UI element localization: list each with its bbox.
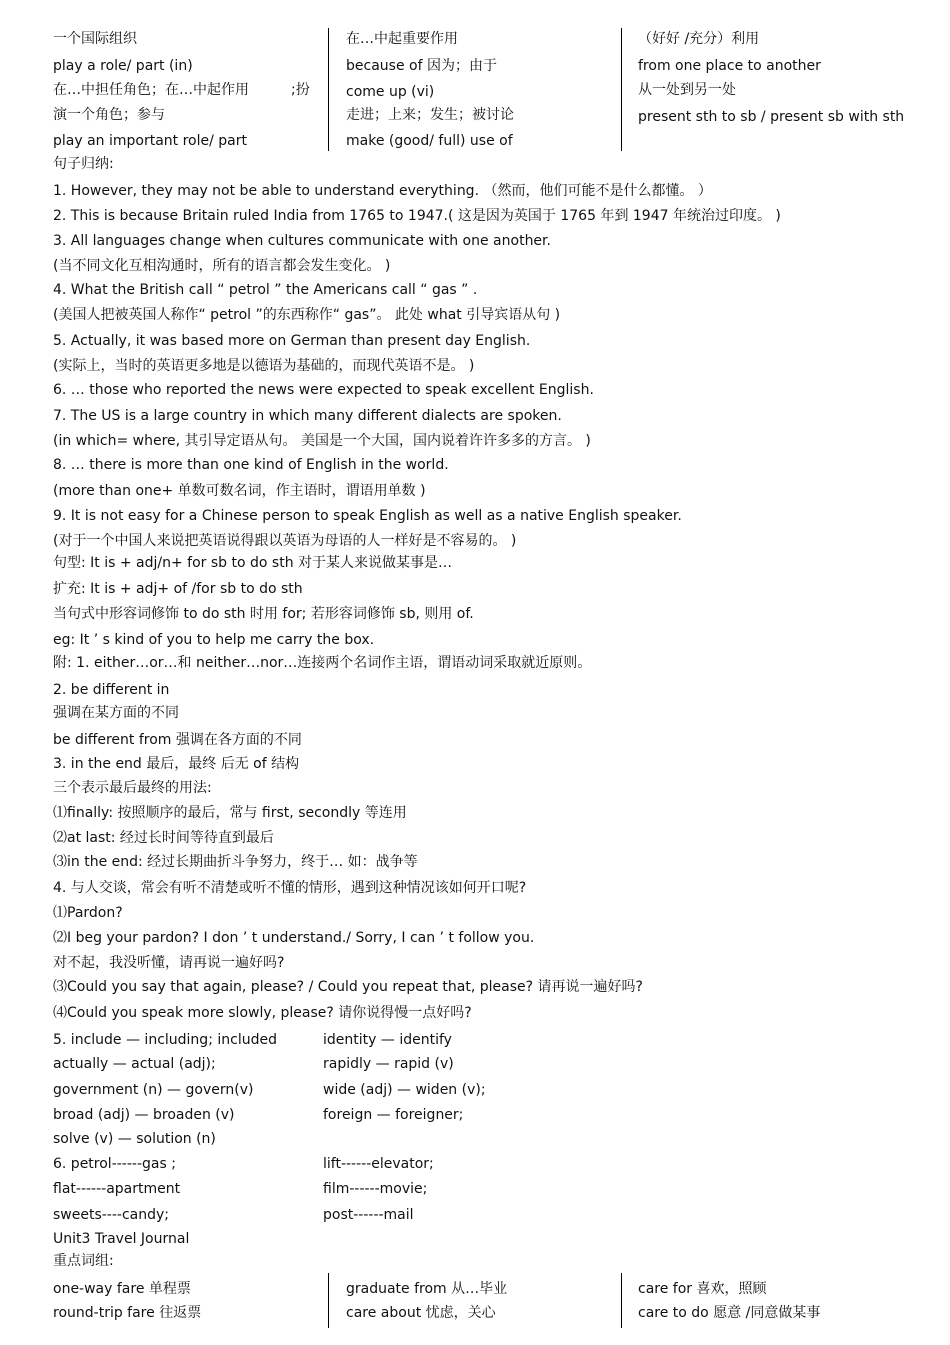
word-pair: film------movie; <box>323 1181 428 1197</box>
section-heading: 重点词组: <box>53 1253 114 1269</box>
word-pair: rapidly — rapid (v) <box>323 1056 454 1072</box>
table-cell: because of 因为；由于 <box>346 58 497 74</box>
text-line: 2. This is because Britain ruled India from 1765 to 1947.( 这是因为英国于 1765 年到 1947 年统治过印度。 ) <box>53 208 781 224</box>
text-line: ⑶Could you say that again, please? / Could you repeat that, please? 请再说一遍好吗? <box>53 979 643 995</box>
text-line: 三个表示最后最终的用法: <box>53 780 212 796</box>
table-cell: play an important role/ part <box>53 133 248 149</box>
text-line: ⑴Pardon? <box>53 905 123 921</box>
text-line: 5. Actually, it was based more on German than present day English. <box>53 333 531 349</box>
text-line: 2. be different in <box>53 682 170 698</box>
text-line: be different from 强调在各方面的不同 <box>53 732 302 748</box>
text-line: 附: 1. either…or…和 neither…nor…连接两个名词作主语，谓语动词采取就近原则。 <box>53 655 592 671</box>
text-line: (美国人把被英国人称作“ petrol ”的东西称作“ gas”。 此处 what 引导宾语从句 ) <box>53 307 561 323</box>
text-line: 6. … those who reported the news were expected to speak excellent English. <box>53 382 594 398</box>
table-divider <box>621 1273 622 1328</box>
word-pair: wide (adj) — widen (v); <box>323 1082 486 1098</box>
table-cell: （好好 /充分）利用 <box>638 31 760 47</box>
word-pair: identity — identify <box>323 1032 452 1048</box>
word-pair: foreign — foreigner; <box>323 1107 464 1123</box>
word-pair: government (n) — govern(v) <box>53 1082 254 1098</box>
table-cell: present sth to sb / present sb with sth <box>638 109 905 125</box>
text-line: (当不同文化互相沟通时，所有的语言都会发生变化。 ) <box>53 258 391 274</box>
text-line: 4. What the British call “ petrol ” the Americans call “ gas ” . <box>53 282 478 298</box>
table-cell: come up (vi) <box>346 84 435 100</box>
text-line: ⑵at last: 经过长时间等待直到最后 <box>53 830 274 846</box>
text-line: (对于一个中国人来说把英语说得跟以英语为母语的人一样好是不容易的。 ) <box>53 533 517 549</box>
word-pair: 6. petrol------gas ; <box>53 1156 176 1172</box>
text-line: (more than one+ 单数可数名词，作主语时，谓语用单数 ) <box>53 483 426 499</box>
table-divider <box>621 28 622 151</box>
text-line: 对不起，我没听懂，请再说一遍好吗? <box>53 955 285 971</box>
table-divider <box>328 1273 329 1328</box>
unit-title: Unit3 Travel Journal <box>53 1231 190 1247</box>
text-line: 8. … there is more than one kind of English in the world. <box>53 457 449 473</box>
table-cell: from one place to another <box>638 58 821 74</box>
text-line: 1. However, they may not be able to understand everything. （然而，他们可能不是什么都懂。 ） <box>53 183 712 199</box>
text-line: 扩充: It is + adj+ of /for sb to do sth <box>53 581 303 597</box>
table-cell: 在…中担任角色；在…中起作用 <box>53 82 249 98</box>
text-line: (实际上，当时的英语更多地是以德语为基础的，而现代英语不是。 ) <box>53 358 475 374</box>
text-line: 7. The US is a large country in which many different dialects are spoken. <box>53 408 562 424</box>
table-cell: 一个国际组织 <box>53 31 137 47</box>
table-divider <box>328 28 329 151</box>
table-cell: care about 忧虑，关心 <box>346 1305 496 1321</box>
table-cell: play a role/ part (in) <box>53 58 193 74</box>
text-line: ⑶in the end: 经过长期曲折斗争努力，终于… 如：战争等 <box>53 854 418 870</box>
text-line: ⑵I beg your pardon? I don ’ t understand./ Sorry, I can ’ t follow you. <box>53 930 535 946</box>
table-cell: care to do 愿意 /同意做某事 <box>638 1305 821 1321</box>
word-pair: broad (adj) — broaden (v) <box>53 1107 235 1123</box>
word-pair: actually — actual (adj); <box>53 1056 216 1072</box>
word-pair: solve (v) — solution (n) <box>53 1131 216 1147</box>
text-line: 9. It is not easy for a Chinese person to speak English as well as a native English speaker. <box>53 508 682 524</box>
word-pair: sweets----candy; <box>53 1207 169 1223</box>
text-line: 句型: It is + adj/n+ for sb to do sth 对于某人来说做某事是… <box>53 555 453 571</box>
table-cell: 走进；上来；发生；被讨论 <box>346 107 514 123</box>
table-cell: round-trip fare 往返票 <box>53 1305 202 1321</box>
table-cell: 在…中起重要作用 <box>346 31 458 47</box>
text-line: 3. in the end 最后，最终 后无 of 结构 <box>53 756 300 772</box>
table-cell: one-way fare 单程票 <box>53 1281 191 1297</box>
text-line: 4. 与人交谈，常会有听不清楚或听不懂的情形，遇到这种情况该如何开口呢? <box>53 880 527 896</box>
table-cell: 演一个角色；参与 <box>53 107 165 123</box>
table-cell: ;扮 <box>291 82 310 98</box>
table-cell: care for 喜欢，照顾 <box>638 1281 767 1297</box>
word-pair: 5. include — including; included <box>53 1032 277 1048</box>
text-line: (in which= where, 其引导定语从句。 美国是一个大国，国内说着许许多多的方言。 ) <box>53 433 591 449</box>
text-line: ⑷Could you speak more slowly, please? 请你说得慢一点好吗? <box>53 1005 472 1021</box>
table-cell: graduate from 从…毕业 <box>346 1281 508 1297</box>
table-cell: 从一处到另一处 <box>638 82 736 98</box>
text-line: 强调在某方面的不同 <box>53 705 179 721</box>
word-pair: flat------apartment <box>53 1181 181 1197</box>
word-pair: lift------elevator; <box>323 1156 434 1172</box>
text-line: 当句式中形容词修饰 to do sth 时用 for; 若形容词修饰 sb, 则用 of. <box>53 606 474 622</box>
table-cell: make (good/ full) use of <box>346 133 513 149</box>
word-pair: post------mail <box>323 1207 414 1223</box>
text-line: ⑴finally: 按照顺序的最后，常与 first, secondly 等连用 <box>53 805 407 821</box>
section-heading: 句子归纳: <box>53 156 114 172</box>
text-line: 3. All languages change when cultures communicate with one another. <box>53 233 551 249</box>
text-line: eg: It ’ s kind of you to help me carry the box. <box>53 632 375 648</box>
